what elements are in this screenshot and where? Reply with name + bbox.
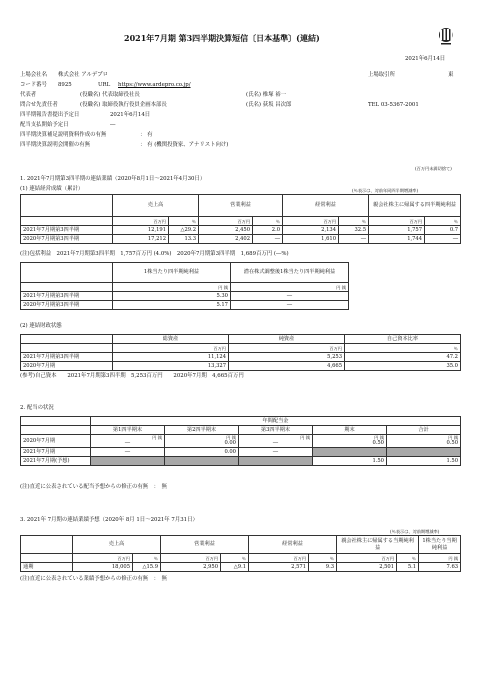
unit-yen: 円 銭 (419, 554, 461, 563)
dividend-revision-note: (注)直近に公表されている配当予想からの修正の有無 ： 無 (20, 484, 168, 490)
cell: ― (253, 235, 283, 244)
row-label: 2020年7月期 (21, 362, 113, 371)
cell: △29.2 (169, 226, 199, 235)
report-date: 2021年6月14日 (405, 56, 446, 62)
col-eps: 1株当たり四半期純利益 (113, 263, 231, 283)
row-label: 2021年7月期第3四半期 (21, 292, 113, 301)
col-net-income: 親会社株主に帰属する当期純利益 (337, 536, 419, 554)
eps-table (20, 262, 349, 310)
unit-yen: 円 銭 (300, 435, 310, 440)
jpx-logo-icon (436, 26, 456, 46)
dividend-start-date: ― (110, 122, 116, 128)
unit-yen: 円 銭 (226, 435, 236, 440)
financial-position-table (20, 334, 461, 371)
row-label: 2021年7月期第3四半期 (21, 226, 113, 235)
annual-dividend-header: 年間配当金 (91, 417, 461, 426)
cell: 1.50 (313, 457, 387, 466)
cell: ― (231, 301, 349, 310)
cell: 1.50 (387, 457, 461, 466)
cell: 35.0 (345, 362, 461, 371)
unit-yen: 円 銭 (374, 435, 384, 440)
cell: 9.3 (309, 563, 337, 572)
col-equity-ratio: 自己資本比率 (345, 335, 461, 344)
operating-results-table (20, 194, 461, 244)
cell: 13.3 (169, 235, 199, 244)
unit-percent: ％ (345, 344, 461, 353)
row-label: 2021年7月期第3四半期 (21, 353, 113, 362)
cell: 0.00 (165, 448, 239, 457)
cell: 13,327 (113, 362, 229, 371)
unit-million: 百万円 (229, 344, 345, 353)
row-label: 2020年7月期第3四半期 (21, 301, 113, 310)
cell (165, 457, 239, 466)
cell (91, 457, 165, 466)
cell: 12,191 (113, 226, 169, 235)
cell: 2,450 (199, 226, 253, 235)
unit-percent: ％ (425, 217, 461, 226)
cell: 5.30 (113, 292, 231, 301)
col-eps: 1株当たり当期純利益 (419, 536, 461, 554)
cell: 18,005 (73, 563, 133, 572)
cell: 2,501 (337, 563, 397, 572)
company-label: 上場会社名 (20, 72, 47, 78)
cell: ― (425, 235, 461, 244)
cell: 2.0 (253, 226, 283, 235)
unit-yen: 円 銭 (231, 283, 349, 292)
cell (165, 435, 239, 448)
cell: ― (239, 448, 313, 457)
col-total: 合計 (387, 426, 461, 435)
cell: ― (339, 235, 369, 244)
comprehensive-income-note: (注)包括利益 2021年7月期第3四半期 1,757百万円 (4.0%) 2020年7月期第3四半期 1,689百万円 (―%) (20, 251, 289, 257)
col-net-income: 親会社株主に帰属する四半期純利益 (369, 195, 461, 217)
cell: 11,124 (113, 353, 229, 362)
row-label: 2021年7月期(予想) (21, 457, 91, 466)
col-sales: 売上高 (73, 536, 161, 554)
url-label: URL (98, 82, 111, 88)
contact-role: (役職名) 取締役執行役員企画本部長 (80, 102, 167, 108)
cell: 47.2 (345, 353, 461, 362)
report-submit-date: 2021年6月14日 (110, 112, 151, 118)
unit-yen: 円 銭 (448, 435, 459, 440)
col-total-assets: 総資産 (113, 335, 229, 344)
unit-percent: ％ (133, 554, 161, 563)
unit-million: 百万円 (283, 217, 339, 226)
col-net-assets: 純資産 (229, 335, 345, 344)
report-submit-label: 四半期報告書提出予定日 (20, 112, 80, 118)
cell (313, 448, 387, 457)
section3-heading: 3. 2021年 7月期の連結業績予想（2020年 8月 1日～2021年 7月31日） (20, 517, 198, 523)
unit-percent: ％ (309, 554, 337, 563)
col-ordinary-income: 経常利益 (249, 536, 337, 554)
col-ordinary-income: 経常利益 (283, 195, 369, 217)
forecast-revision-note: (注)直近に公表されている業績予想からの修正の有無 ： 無 (20, 576, 168, 582)
cell (239, 435, 313, 448)
col-diluted-eps: 潜在株式調整後1株当たり四半期純利益 (231, 263, 349, 283)
cell: 2,950 (161, 563, 221, 572)
cell: 5.1 (397, 563, 419, 572)
cell: 2,134 (283, 226, 339, 235)
cell-value: ― (124, 440, 131, 446)
cell (387, 448, 461, 457)
rep-role: (役職名) 代表取締役社長 (80, 92, 140, 98)
section1-heading: 1. 2021年7月期第3四半期の連結業績（2020年8月1日～2021年4月30日） (20, 176, 206, 182)
unit-million: 百万円 (73, 554, 133, 563)
col-sales: 売上高 (113, 195, 199, 217)
cell: 1,610 (283, 235, 339, 244)
cell: 0.7 (425, 226, 461, 235)
equity-note: (参考)自己資本 2021年7月期第3四半期 5,253百万円 2020年7月期 4,665百万円 (20, 373, 244, 379)
contact-name: (氏名) 荻坂 昌次郎 (246, 102, 292, 108)
row-label: 2020年7月期 (21, 435, 91, 448)
exchange-value: 東 (448, 72, 454, 78)
col-operating-income: 営業利益 (161, 536, 249, 554)
unit-million: 百万円 (113, 217, 169, 226)
dividend-start-label: 配当支払開始予定日 (20, 122, 69, 128)
unit-million: 百万円 (337, 554, 397, 563)
unit-million: 百万円 (113, 344, 229, 353)
cell (313, 435, 387, 448)
unit-million: 百万円 (249, 554, 309, 563)
unit-yen: 円 銭 (113, 283, 231, 292)
supp-material-value: ： 有 (140, 132, 153, 138)
code-label: コード番号 (20, 82, 47, 88)
company-url-link[interactable]: https://www.ardepro.co.jp/ (118, 82, 191, 88)
table-row (21, 435, 461, 448)
unit-million: 百万円 (369, 217, 425, 226)
briefing-value: ： 有 (機関投資家、アナリスト向け) (140, 142, 229, 148)
unit-percent: ％ (221, 554, 249, 563)
cell (387, 435, 461, 448)
col-year-end: 期末 (313, 426, 387, 435)
rounding-note: (百万円未満切捨て) (415, 166, 452, 171)
contact-tel: TEL 03-5367-2001 (368, 102, 419, 108)
cell: ― (231, 292, 349, 301)
supp-material-label: 四半期決算補足説明資料作成の有無 (20, 132, 107, 138)
cell: 4,665 (229, 362, 345, 371)
section1-pct-note: (％表示は、対前年同四半期増減率) (352, 188, 419, 193)
col-q3: 第3四半期末 (239, 426, 313, 435)
row-label: 2021年7月期 (21, 448, 91, 457)
rep-label: 代表者 (20, 92, 37, 98)
table-row (21, 362, 461, 371)
unit-percent: ％ (339, 217, 369, 226)
cell (91, 435, 165, 448)
cell-value: 0.50 (372, 440, 384, 446)
cell-value: ― (272, 440, 279, 446)
section2-heading: 2. 配当の状況 (20, 405, 54, 411)
col-operating-income: 営業利益 (199, 195, 283, 217)
unit-million: 百万円 (199, 217, 253, 226)
briefing-label: 四半期決算説明会開催の有無 (20, 142, 91, 148)
section1-sub2: (2) 連結財政状態 (20, 323, 62, 329)
cell: 2,571 (249, 563, 309, 572)
section1-sub1: (1) 連結経営成績（累計） (20, 186, 84, 192)
cell: △15.9 (133, 563, 161, 572)
cell (239, 457, 313, 466)
unit-million: 百万円 (161, 554, 221, 563)
table-row (21, 235, 461, 244)
rep-name: (氏名) 椎塚 裕一 (246, 92, 286, 98)
unit-yen: 円 銭 (152, 435, 162, 440)
col-q1: 第1四半期末 (91, 426, 165, 435)
forecast-table (20, 535, 461, 572)
table-row (21, 226, 461, 235)
document-title: 2021年7月期 第3四半期決算短信〔日本基準〕(連結) (124, 33, 320, 43)
unit-percent: ％ (169, 217, 199, 226)
table-row (21, 448, 461, 457)
cell: 7.63 (419, 563, 461, 572)
cell: 1,757 (369, 226, 425, 235)
col-q2: 第2四半期末 (165, 426, 239, 435)
company-name: 株式会社 アルデプロ (58, 72, 109, 78)
dividends-table (20, 416, 461, 466)
table-row (21, 301, 349, 310)
table-row (21, 292, 349, 301)
exchange-label: 上場取引所 (368, 72, 395, 78)
table-row (21, 563, 461, 572)
section3-pct-note: (％表示は、対前期増減率) (390, 529, 440, 534)
row-label: 2020年7月期第3四半期 (21, 235, 113, 244)
contact-label: 問合せ先責任者 (20, 102, 58, 108)
unit-percent: ％ (253, 217, 283, 226)
table-row (21, 353, 461, 362)
row-label: 通期 (21, 563, 73, 572)
cell-value: 0.00 (224, 440, 236, 446)
cell: 32.5 (339, 226, 369, 235)
code-value: 8925 (58, 82, 72, 88)
cell: 2,402 (199, 235, 253, 244)
cell-value: 0.50 (446, 440, 459, 446)
unit-percent: ％ (397, 554, 419, 563)
cell: △9.1 (221, 563, 249, 572)
cell: 5,253 (229, 353, 345, 362)
cell: 17,212 (113, 235, 169, 244)
cell: 5.17 (113, 301, 231, 310)
table-row (21, 457, 461, 466)
cell: ― (91, 448, 165, 457)
cell: 1,744 (369, 235, 425, 244)
